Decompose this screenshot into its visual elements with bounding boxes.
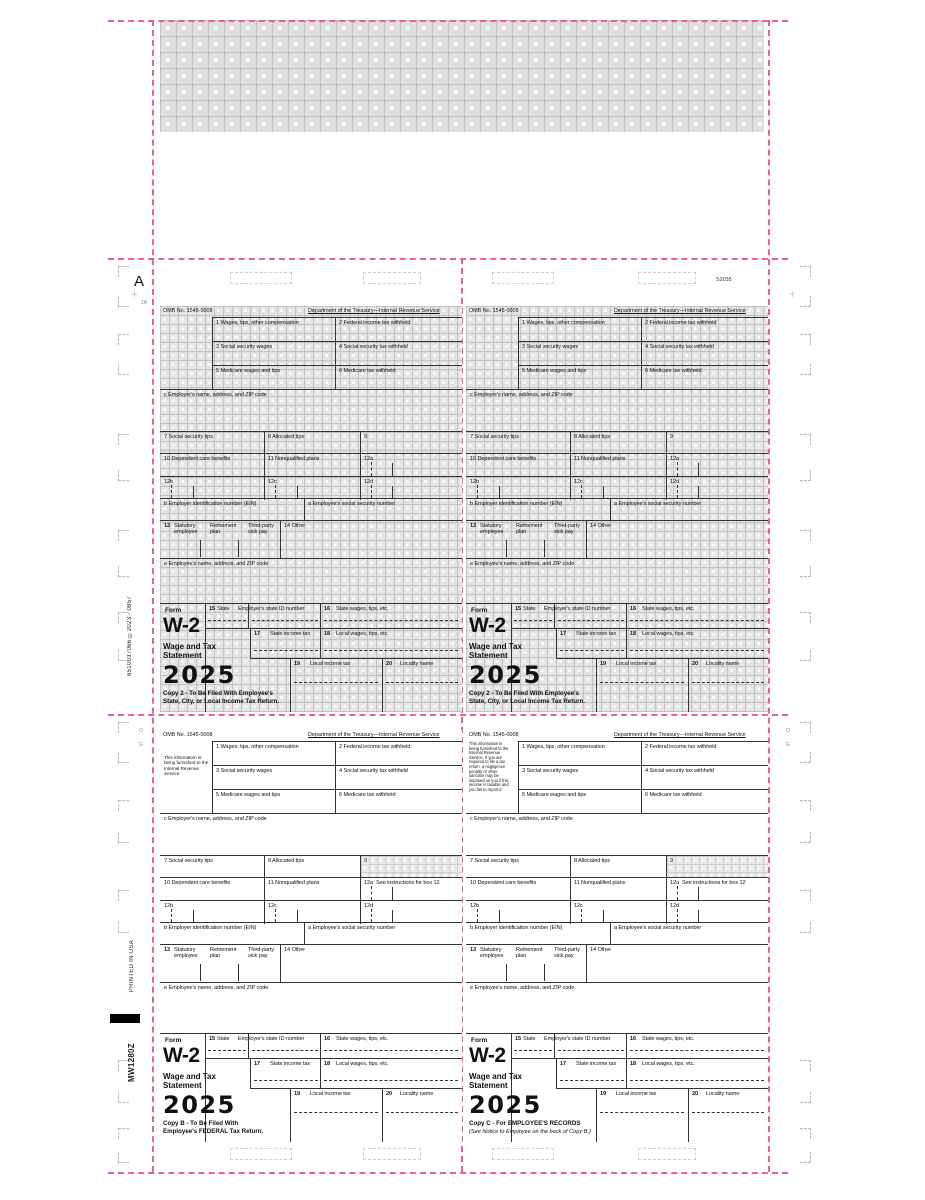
box-20-label: Locality name xyxy=(706,661,740,667)
box-12a-hint: See instructions for box 12 xyxy=(682,880,746,886)
registration-mark xyxy=(118,1128,129,1139)
box-c-label: c Employer's name, address, and ZIP code xyxy=(164,816,267,822)
form-title-line2: Statement xyxy=(469,1081,508,1090)
box-2-label: 2 Federal income tax withheld xyxy=(339,320,411,326)
form-year: 2025 xyxy=(469,1091,542,1119)
box-1-label: 1 Wages, tips, other compensation xyxy=(522,320,605,326)
w2-form-copy2-left xyxy=(160,306,462,712)
copy-line-2: Employee's FEDERAL Tax Return. xyxy=(163,1128,264,1135)
box-13-statutory-1: Statutory xyxy=(480,947,502,953)
box-11-label: 11 Nonqualified plans xyxy=(574,880,626,886)
checkbox-retirement[interactable] xyxy=(544,964,545,981)
box-17-label: State income tax xyxy=(576,1061,617,1067)
form-title-line1: Wage and Tax xyxy=(469,642,522,651)
box-19-label: Local income tax xyxy=(616,661,657,667)
registration-mark xyxy=(118,364,129,375)
box-12a-label: 12a xyxy=(670,456,680,462)
box-16-label: State wages, tips, etc. xyxy=(336,1036,389,1042)
box-7-label: 7 Social security tips xyxy=(164,858,213,864)
box-13-thirdparty-1: Third-party xyxy=(554,523,580,529)
crosshair-mark: + xyxy=(789,287,797,301)
box-9-label: 9 xyxy=(670,434,674,440)
box-18-number: 18 xyxy=(630,631,637,637)
box-17-label: State income tax xyxy=(270,1061,311,1067)
box-13-thirdparty-2: sick pay xyxy=(554,953,574,959)
registration-mark xyxy=(800,722,811,733)
form-name: W-2 xyxy=(469,614,506,637)
box-c-label: c Employer's name, address, and ZIP code xyxy=(470,392,573,398)
box-14-label: 14 Other xyxy=(590,523,611,529)
box-12d-label: 12d xyxy=(670,479,680,485)
box-15-state-label: State xyxy=(217,1036,230,1042)
panel-mark-1a: 1A xyxy=(141,300,148,306)
box-11-label: 11 Nonqualified plans xyxy=(574,456,626,462)
checkbox-retirement[interactable] xyxy=(544,540,545,557)
box-16-number: 16 xyxy=(324,1036,331,1042)
box-12c-label: 12c xyxy=(574,479,583,485)
box-20-label: Locality name xyxy=(400,1091,434,1097)
perforation-line-top xyxy=(108,20,788,22)
box-2-label: 2 Federal income tax withheld xyxy=(339,744,411,750)
box-13-statutory-2: employee xyxy=(174,953,198,959)
alignment-slot xyxy=(230,272,292,284)
alignment-slot xyxy=(638,1148,696,1160)
box-15-number: 15 xyxy=(209,606,216,612)
box-11-label: 11 Nonqualified plans xyxy=(268,456,320,462)
box-12a-label: 12a xyxy=(364,456,374,462)
box-12b-label: 12b xyxy=(164,903,174,909)
box-13-statutory-1: Statutory xyxy=(174,523,196,529)
box-13-number: 13 xyxy=(164,523,171,529)
box-8-label: 8 Allocated tips xyxy=(574,858,611,864)
box-8-label: 8 Allocated tips xyxy=(268,858,305,864)
box-4-label: 4 Social security tax withheld xyxy=(645,768,714,774)
box-14-label: 14 Other xyxy=(590,947,611,953)
box-15-state-label: State xyxy=(217,606,230,612)
alignment-slot xyxy=(492,1148,554,1160)
crosshair-mark: + xyxy=(131,287,139,301)
box-e-label: e Employee's name, address, and ZIP code xyxy=(470,985,575,991)
box-13-thirdparty-1: Third-party xyxy=(248,523,274,529)
registration-mark xyxy=(118,296,129,307)
box-12d-label: 12d xyxy=(364,479,374,485)
box-13-retirement-2: plan xyxy=(516,953,527,959)
irs-notice-text: This information is being furnished to the Internal Revenue Service. If you are required to file a tax return, a negligence penalty or other sanction may be imposed on you if this income is taxable and you fail to report it. xyxy=(469,741,509,792)
black-timing-bar xyxy=(110,1014,140,1023)
box-12c-label: 12c xyxy=(268,903,277,909)
form-word: Form xyxy=(471,607,488,614)
box-15-state-label: State xyxy=(523,1036,536,1042)
box-9-label: 9 xyxy=(670,858,674,864)
box-20-number: 20 xyxy=(692,1091,699,1097)
box-19-number: 19 xyxy=(294,661,301,667)
box-7-label: 7 Social security tips xyxy=(164,434,213,440)
box-8-label: 8 Allocated tips xyxy=(268,434,305,440)
box-13-retirement-2: plan xyxy=(210,529,221,535)
w2-form-copy2-right xyxy=(466,306,768,712)
box-16-label: State wages, tips, etc. xyxy=(336,606,389,612)
w2-form-copyB xyxy=(160,730,462,1142)
box-a-label: a Employee's social security number xyxy=(308,501,396,507)
form-word: Form xyxy=(471,1037,488,1044)
box-19-label: Local income tax xyxy=(310,1091,351,1097)
box-15-state-label: State xyxy=(523,606,536,612)
box-18-label: Local wages, tips, etc. xyxy=(642,631,695,637)
sheet-code: S2035 xyxy=(716,277,732,283)
box-15-id-label: Employer's state ID number xyxy=(238,1036,305,1042)
security-pattern-band xyxy=(160,20,764,132)
box-1-label: 1 Wages, tips, other compensation xyxy=(522,744,605,750)
box-13-statutory-2: employee xyxy=(480,953,504,959)
product-code-vertical: MW1280Z xyxy=(127,1043,136,1082)
panel-letter-a: A xyxy=(134,273,145,290)
checkbox-statutory[interactable] xyxy=(200,540,201,557)
form-year: 2025 xyxy=(469,661,542,689)
registration-mark xyxy=(800,266,811,277)
form-title-line1: Wage and Tax xyxy=(163,642,216,651)
box-20-label: Locality name xyxy=(706,1091,740,1097)
box-20-number: 20 xyxy=(692,661,699,667)
box-12a-label: 12a xyxy=(364,880,374,886)
box-13-retirement-1: Retirement xyxy=(210,523,237,529)
box-8-label: 8 Allocated tips xyxy=(574,434,611,440)
box-e-label: e Employee's name, address, and ZIP code xyxy=(470,561,575,567)
form-name: W-2 xyxy=(163,614,200,637)
box-16-label: State wages, tips, etc. xyxy=(642,1036,695,1042)
registration-mark xyxy=(118,922,129,933)
box-17-number: 17 xyxy=(560,631,567,637)
box-15-id-label: Employer's state ID number xyxy=(238,606,305,612)
box-13-number: 13 xyxy=(164,947,171,953)
box-4-label: 4 Social security tax withheld xyxy=(339,768,408,774)
registration-mark xyxy=(118,334,129,345)
box-20-number: 20 xyxy=(386,661,393,667)
registration-mark xyxy=(800,1060,811,1071)
box-19-number: 19 xyxy=(600,1091,607,1097)
registration-mark xyxy=(118,752,129,763)
form-title-line2: Statement xyxy=(163,651,202,660)
box-18-number: 18 xyxy=(630,1061,637,1067)
registration-mark xyxy=(800,566,811,577)
box-20-number: 20 xyxy=(386,1091,393,1097)
box-b-label: b Employer identification number (EIN) xyxy=(470,501,563,507)
box-19-number: 19 xyxy=(600,661,607,667)
box-10-label: 10 Dependent care benefits xyxy=(470,880,537,886)
box-12a-hint: See instructions for box 12 xyxy=(376,880,440,886)
alignment-slot xyxy=(230,1148,292,1160)
serial-number-vertical: 8510037066 ©2023 - 0857 xyxy=(127,596,133,676)
registration-mark xyxy=(118,266,129,277)
box-15-id-label: Employer's state ID number xyxy=(544,1036,611,1042)
registration-mark xyxy=(800,832,811,843)
box-6-label: 6 Medicare tax withheld xyxy=(339,792,396,798)
box-12a-label: 12a xyxy=(670,880,680,886)
box-16-number: 16 xyxy=(630,606,637,612)
box-12c-label: 12c xyxy=(268,479,277,485)
form-name: W-2 xyxy=(469,1044,506,1067)
box-2-label: 2 Federal income tax withheld xyxy=(645,320,717,326)
panel-mark-o: O xyxy=(139,728,143,734)
checkbox-statutory[interactable] xyxy=(506,964,507,981)
box-17-label: State income tax xyxy=(270,631,311,637)
registration-mark xyxy=(800,752,811,763)
registration-mark xyxy=(118,800,129,811)
registration-mark xyxy=(800,650,811,661)
box-18-number: 18 xyxy=(324,631,331,637)
form-title-line2: Statement xyxy=(163,1081,202,1090)
box-c-label: c Employer's name, address, and ZIP code xyxy=(164,392,267,398)
registration-mark xyxy=(118,722,129,733)
box-6-label: 6 Medicare tax withheld xyxy=(645,792,702,798)
registration-mark xyxy=(800,922,811,933)
treasury-label: Department of the Treasury—Internal Revenue Service xyxy=(614,308,746,314)
registration-mark xyxy=(118,434,129,445)
box-11-label: 11 Nonqualified plans xyxy=(268,880,320,886)
registration-mark xyxy=(800,1092,811,1103)
box-13-statutory-2: employee xyxy=(480,529,504,535)
box-14-label: 14 Other xyxy=(284,947,305,953)
box-6-label: 6 Medicare tax withheld xyxy=(645,368,702,374)
box-2-label: 2 Federal income tax withheld xyxy=(645,744,717,750)
checkbox-statutory[interactable] xyxy=(506,540,507,557)
registration-mark xyxy=(800,296,811,307)
registration-mark xyxy=(800,612,811,623)
printed-in-usa-vertical: PRINTED IN USA xyxy=(129,940,135,993)
box-16-number: 16 xyxy=(630,1036,637,1042)
box-12d-label: 12d xyxy=(364,903,374,909)
registration-mark xyxy=(800,530,811,541)
checkbox-statutory[interactable] xyxy=(200,964,201,981)
box-18-label: Local wages, tips, etc. xyxy=(336,1061,389,1067)
registration-mark xyxy=(118,890,129,901)
panel-mark-g: G xyxy=(786,742,790,748)
alignment-slot xyxy=(363,272,421,284)
box-e-label: e Employee's name, address, and ZIP code xyxy=(164,985,269,991)
box-10-label: 10 Dependent care benefits xyxy=(470,456,537,462)
box-c-label: c Employer's name, address, and ZIP code xyxy=(470,816,573,822)
box-13-retirement-2: plan xyxy=(516,529,527,535)
box-13-retirement-1: Retirement xyxy=(516,947,543,953)
box-7-label: 7 Social security tips xyxy=(470,434,519,440)
box-16-number: 16 xyxy=(324,606,331,612)
box-13-retirement-2: plan xyxy=(210,953,221,959)
treasury-label: Department of the Treasury—Internal Revenue Service xyxy=(614,732,746,738)
form-title-line1: Wage and Tax xyxy=(469,1072,522,1081)
checkbox-retirement[interactable] xyxy=(238,964,239,981)
form-word: Form xyxy=(165,607,182,614)
box-3-label: 3 Social security wages xyxy=(522,768,579,774)
box-1-label: 1 Wages, tips, other compensation xyxy=(216,320,299,326)
box-19-label: Local income tax xyxy=(310,661,351,667)
form-year: 2025 xyxy=(163,1091,236,1119)
checkbox-retirement[interactable] xyxy=(238,540,239,557)
box-19-label: Local income tax xyxy=(616,1091,657,1097)
alignment-slot xyxy=(363,1148,421,1160)
perforation-line-left xyxy=(152,20,154,1172)
box-15-number: 15 xyxy=(515,1036,522,1042)
box-a-label: a Employee's social security number xyxy=(614,501,702,507)
box-19-number: 19 xyxy=(294,1091,301,1097)
box-9-label: 9 xyxy=(364,434,368,440)
perforation-line-bottom xyxy=(108,1172,788,1174)
box-12b-label: 12b xyxy=(470,903,480,909)
perforation-line-mid-upper xyxy=(108,258,788,260)
registration-mark xyxy=(800,1128,811,1139)
box-18-number: 18 xyxy=(324,1061,331,1067)
irs-notice-text: This information is being furnished to the Internal Revenue Service. xyxy=(164,755,209,777)
box-13-statutory-1: Statutory xyxy=(480,523,502,529)
registration-mark xyxy=(800,890,811,901)
box-9-shaded-area xyxy=(667,856,768,877)
box-4-label: 4 Social security tax withheld xyxy=(645,344,714,350)
copy-line-2: State, City, or Local Income Tax Return. xyxy=(163,698,279,705)
box-13-retirement-1: Retirement xyxy=(210,947,237,953)
box-15-number: 15 xyxy=(515,606,522,612)
box-17-number: 17 xyxy=(254,631,261,637)
box-17-label: State income tax xyxy=(576,631,617,637)
perforation-line-right xyxy=(768,20,770,1172)
box-5-label: 5 Medicare wages and tips xyxy=(522,368,587,374)
box-13-thirdparty-2: sick pay xyxy=(554,529,574,535)
treasury-label: Department of the Treasury—Internal Revenue Service xyxy=(308,732,440,738)
box-b-label: b Employer identification number (EIN) xyxy=(164,925,257,931)
form-title-line2: Statement xyxy=(469,651,508,660)
form-year: 2025 xyxy=(163,661,236,689)
box-e-label: e Employee's name, address, and ZIP code xyxy=(164,561,269,567)
box-17-number: 17 xyxy=(560,1061,567,1067)
registration-mark xyxy=(800,334,811,345)
box-b-label: b Employer identification number (EIN) xyxy=(470,925,563,931)
box-7-label: 7 Social security tips xyxy=(470,858,519,864)
treasury-label: Department of the Treasury—Internal Revenue Service xyxy=(308,308,440,314)
box-13-thirdparty-2: sick pay xyxy=(248,529,268,535)
box-5-label: 5 Medicare wages and tips xyxy=(522,792,587,798)
registration-mark xyxy=(800,364,811,375)
copy-sub-line: (See Notice to Employee on the back of Copy B.) xyxy=(469,1129,591,1135)
form-title-line1: Wage and Tax xyxy=(163,1072,216,1081)
registration-mark xyxy=(800,800,811,811)
box-13-number: 13 xyxy=(470,523,477,529)
box-13-number: 13 xyxy=(470,947,477,953)
copy-line-1: Copy 2 - To Be Filed With Employee's xyxy=(163,690,273,697)
box-16-label: State wages, tips, etc. xyxy=(642,606,695,612)
box-9-label: 9 xyxy=(364,858,368,864)
box-13-thirdparty-1: Third-party xyxy=(554,947,580,953)
box-13-statutory-1: Statutory xyxy=(174,947,196,953)
omb-number: OMB No. 1545-0008 xyxy=(469,308,519,314)
box-6-label: 6 Medicare tax withheld xyxy=(339,368,396,374)
panel-mark-g: G xyxy=(139,742,143,748)
registration-mark xyxy=(118,470,129,481)
box-5-label: 5 Medicare wages and tips xyxy=(216,368,281,374)
copy-line-1: Copy C - For EMPLOYEE'S RECORDS xyxy=(469,1120,581,1127)
box-18-label: Local wages, tips, etc. xyxy=(336,631,389,637)
registration-mark xyxy=(118,530,129,541)
box-5-label: 5 Medicare wages and tips xyxy=(216,792,281,798)
registration-mark xyxy=(800,470,811,481)
perforation-line-mid-lower xyxy=(108,714,788,716)
box-1-label: 1 Wages, tips, other compensation xyxy=(216,744,299,750)
box-15-number: 15 xyxy=(209,1036,216,1042)
box-10-label: 10 Dependent care benefits xyxy=(164,456,231,462)
box-13-thirdparty-1: Third-party xyxy=(248,947,274,953)
omb-number: OMB No. 1545-0008 xyxy=(469,732,519,738)
copy-line-1: Copy B - To Be Filed With xyxy=(163,1120,239,1127)
box-13-retirement-1: Retirement xyxy=(516,523,543,529)
copy-line-2: State, City, or Local Income Tax Return. xyxy=(469,698,585,705)
form-name: W-2 xyxy=(163,1044,200,1067)
box-4-label: 4 Social security tax withheld xyxy=(339,344,408,350)
registration-mark xyxy=(800,434,811,445)
form-word: Form xyxy=(165,1037,182,1044)
box-13-thirdparty-2: sick pay xyxy=(248,953,268,959)
omb-number: OMB No. 1545-0008 xyxy=(163,732,213,738)
box-14-label: 14 Other xyxy=(284,523,305,529)
box-12d-label: 12d xyxy=(670,903,680,909)
w2-form-copyC xyxy=(466,730,768,1142)
box-13-statutory-2: employee xyxy=(174,529,198,535)
box-12c-label: 12c xyxy=(574,903,583,909)
registration-mark xyxy=(118,1152,129,1163)
box-17-number: 17 xyxy=(254,1061,261,1067)
omb-number: OMB No. 1545-0008 xyxy=(163,308,213,314)
box-3-label: 3 Social security wages xyxy=(216,344,273,350)
box-18-label: Local wages, tips, etc. xyxy=(642,1061,695,1067)
box-b-label: b Employer identification number (EIN) xyxy=(164,501,257,507)
box-3-label: 3 Social security wages xyxy=(216,768,273,774)
box-15-id-label: Employer's state ID number xyxy=(544,606,611,612)
registration-mark xyxy=(118,832,129,843)
box-20-label: Locality name xyxy=(400,661,434,667)
copy-line-1: Copy 2 - To Be Filed With Employee's xyxy=(469,690,579,697)
panel-mark-o: O xyxy=(786,728,790,734)
alignment-slot xyxy=(638,272,696,284)
box-a-label: a Employee's social security number xyxy=(614,925,702,931)
box-3-label: 3 Social security wages xyxy=(522,344,579,350)
alignment-slot xyxy=(492,272,554,284)
registration-mark xyxy=(118,566,129,577)
registration-mark xyxy=(800,1152,811,1163)
box-12b-label: 12b xyxy=(470,479,480,485)
registration-mark xyxy=(118,1092,129,1103)
box-10-label: 10 Dependent care benefits xyxy=(164,880,231,886)
box-a-label: a Employee's social security number xyxy=(308,925,396,931)
box-12b-label: 12b xyxy=(164,479,174,485)
box-9-shaded-area xyxy=(361,856,462,877)
